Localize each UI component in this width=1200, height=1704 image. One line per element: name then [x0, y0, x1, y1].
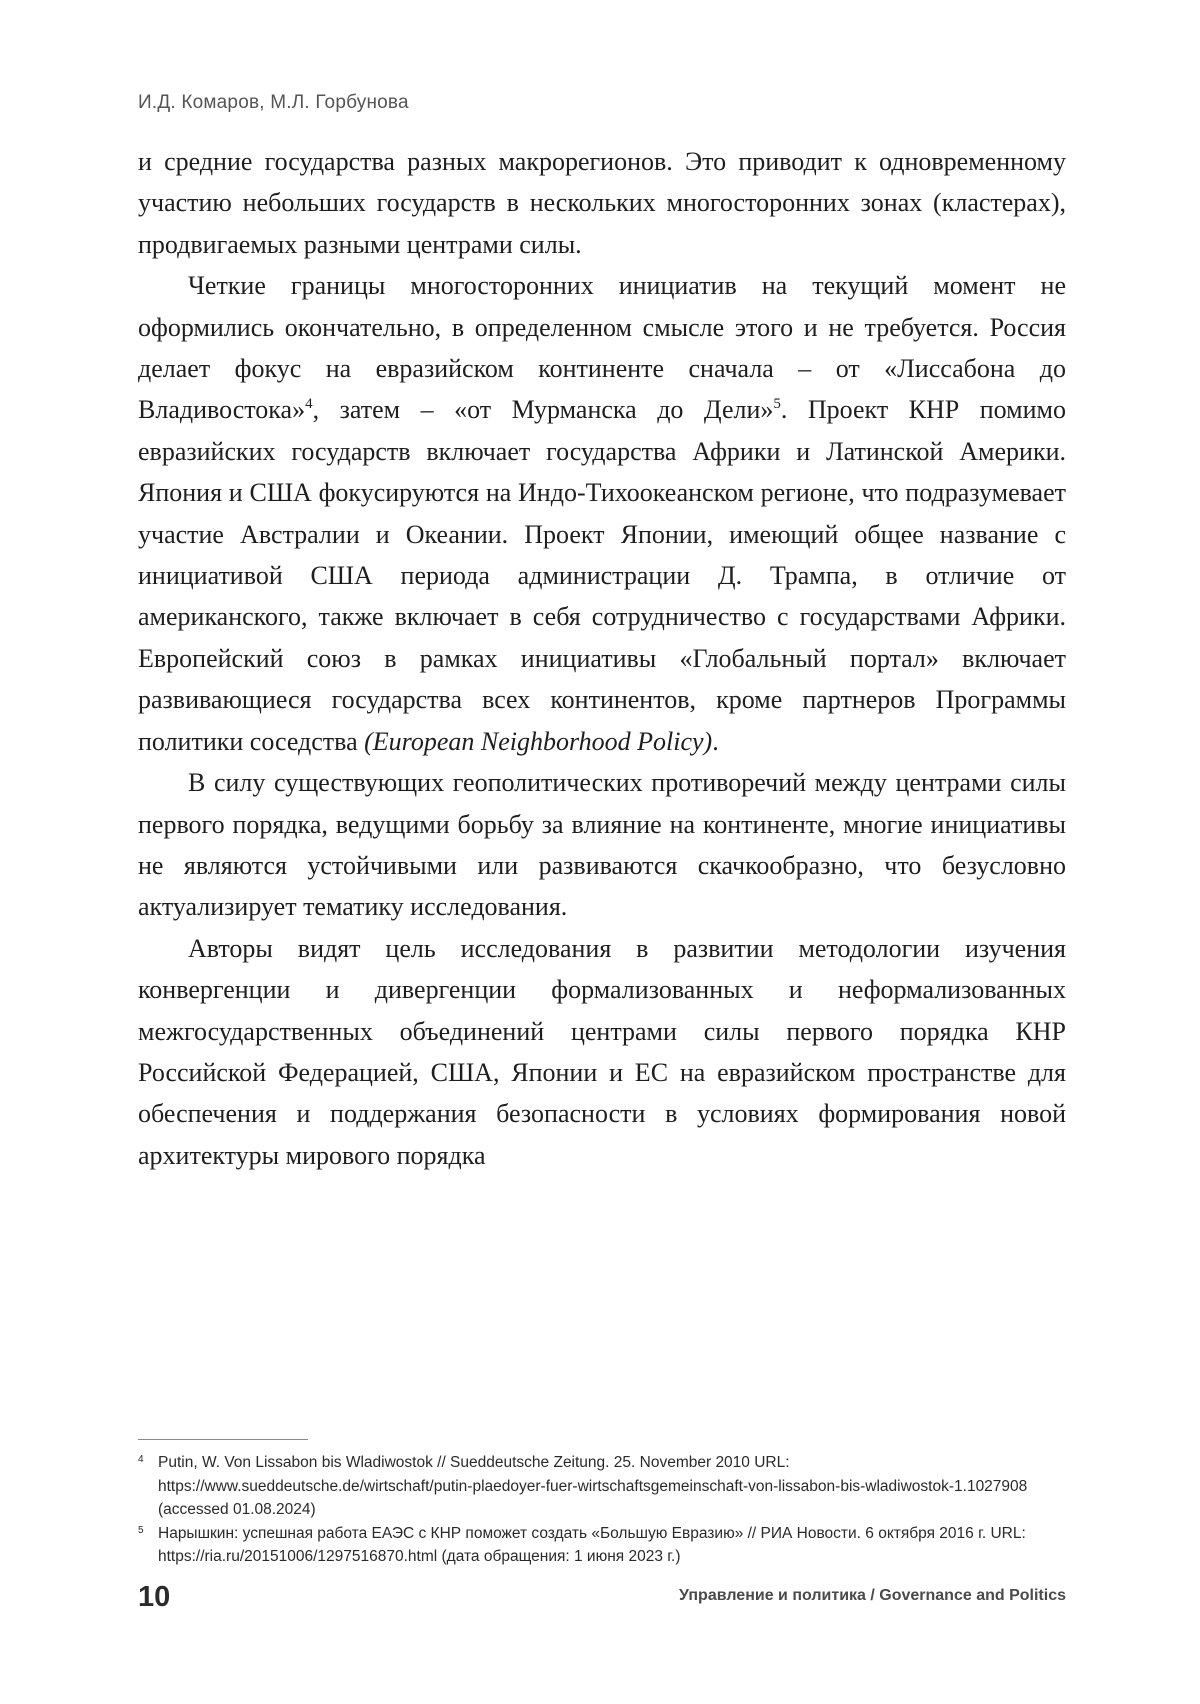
footnote-number: 5 — [138, 1524, 144, 1536]
paragraph-1: и средние государства разных макрорегионов. Это приводит к одновременному участию небольших государств в нескольких многосторонних зонах (кластерах), продвигаемых разными центрами силы. — [138, 147, 1066, 259]
footnote-4 — [138, 1451, 1066, 1522]
paragraph-2-part-c: . Проект КНР помимо евразийских государств включает государства Африки и Латинской Америки. Япония и США фокусируются на Индо-Тихоокеанском регионе, что подразумевает участие Австралии и Океании. Проект Японии, имеющий общее название с инициативой США периода администрации Д. Трампа, в отличие от американского, также включает в себя сотрудничество с государствами Африки. Европейский союз в рамках инициативы «Глобальный портал» включает развивающиеся государства всех континентов, кроме партнеров Программы политики соседства — [138, 395, 1066, 756]
footnote-text: Нарышкин: успешная работа ЕАЭС с КНР поможет создать «Большую Евразию» // РИА Новости. 6 октября 2016 г. URL: https://ria.ru/20151006/1297516870.html (дата обращения: 1 июня 2023 г.) — [158, 1524, 1026, 1565]
footnote-divider — [138, 1439, 308, 1440]
footnote-ref-5[interactable]: 5 — [773, 396, 781, 413]
footnote-number: 4 — [138, 1454, 144, 1465]
paragraph-4: Авторы видят цель исследования в развитии методологии изучения конвергенции и дивергенции формализованных и неформализованных межгосударственных объединений центрами силы первого порядка КНР Российской Федерацией, США, Японии и ЕС на евразийском пространстве для обеспечения и поддержания безопасности в условиях формирования новой архитектуры мирового порядка — [138, 933, 1066, 1170]
paragraph-2-part-b: , затем – «от Мурманска до Дели» — [312, 395, 774, 425]
main-text — [138, 141, 1066, 1176]
paragraph-2-italic-term: (European Neighborhood Policy) — [364, 726, 713, 756]
footnote-ref-4[interactable]: 4 — [305, 396, 313, 413]
journal-title: Управление и политика / Governance and Politics — [679, 1587, 1066, 1604]
paragraph-2-part-d: . — [712, 726, 719, 756]
footnote-text: Putin, W. Von Lissabon bis Wladiwostok // Sueddeutsche Zeitung. 25. November 2010 URL: https://www.sueddeutsche.de/wirtschaft/putin-plaedoyer-fuer-wirtschaftsgemeinschaft-von-lissabon-bis-wladiwostok-1.1027908 (accessed 01.08.2024) — [158, 1454, 1028, 1518]
page-number: 10 — [138, 1581, 171, 1613]
footnote-5 — [138, 1522, 1066, 1569]
paragraph-2-part-a: Четкие границы многосторонних инициатив на текущий момент не оформились окончательно, в определенном смысле этого и не требуется. Россия делает фокус на евразийском континенте сначала – от «Лиссабона до Владивостока» — [138, 271, 1066, 425]
footnotes — [138, 1451, 1066, 1569]
paragraph-2 — [138, 265, 1066, 762]
paragraph-3: В силу существующих геополитических противоречий между центрами силы первого порядка, ведущими борьбу за влияние на континенте, многие инициативы не являются устойчивыми или развиваются скачкообразно, что безусловно актуализирует тематику исследования. — [138, 768, 1066, 922]
running-head-authors: И.Д. Комаров, М.Л. Горбунова — [138, 92, 409, 113]
